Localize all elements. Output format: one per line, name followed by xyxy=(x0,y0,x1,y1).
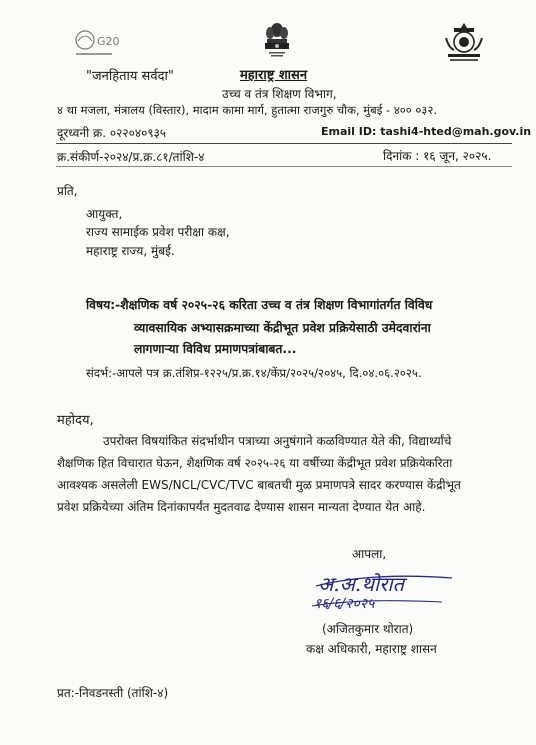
reference-divider xyxy=(56,166,512,167)
salutation: महोदय, xyxy=(57,413,94,428)
signatory-name: (अजितकुमार थोरात) xyxy=(322,622,414,636)
body-line-3: आवश्यक असलेली EWS/NCL/CVC/TVC बाबतची मुळ प्रमाणपत्रे सादर करण्यास केंद्रीभूत xyxy=(57,478,461,492)
body-line-2: शैक्षणिक हित विचारात घेऊन, शैक्षणिक वर्ष २०२५-२६ या वर्षीच्या केंद्रीभूत प्रवेश प्रक्रियेकरिता xyxy=(57,456,453,470)
aapla-label: आपला, xyxy=(352,547,387,561)
sandarbha-line: संदर्भ:-आपले पत्र क्र.तंशिप्र-१२२५/प्र.क्र.१४/केंप्र/२०२५/२०४५, दि.०४.०६.२०२५. xyxy=(86,366,422,380)
signature-text: अ.अ.थोरात xyxy=(318,572,404,596)
email-id: Email ID: tashi4-hted@mah.gov.in xyxy=(321,125,532,138)
g20-emblem-icon xyxy=(70,25,120,59)
motto: "जनहिताय सर्वदा" xyxy=(86,69,174,84)
prati-label: प्रति, xyxy=(57,184,78,198)
phone-number: दूरध्वनी क्र. ०२२०४०९३५ xyxy=(57,126,167,140)
government-name: महाराष्ट्र शासन xyxy=(240,68,308,83)
header-divider xyxy=(56,143,512,144)
addressee-office: राज्य सामाईक प्रवेश परीक्षा कक्ष, xyxy=(86,225,230,239)
signature-date: १६/६/२०२५ xyxy=(314,596,375,612)
reference-number: क्र.संकीर्ण-२०२४/प्र.क्र.८१/तांशि-४ xyxy=(57,150,205,164)
svg-text:G20: G20 xyxy=(97,35,120,48)
department-name: उच्च व तंत्र शिक्षण विभाग, xyxy=(222,87,337,101)
subject-line-3: लागणाऱ्या विविध प्रमाणपत्रांबाबत... xyxy=(134,342,297,356)
copy-line: प्रत:-निवडनस्ती (तांशि-४) xyxy=(57,686,169,700)
signature xyxy=(312,568,462,618)
body-line-1: उपरोक्त विषयांकित संदर्भाधीन पत्राच्या अनुषंगाने कळविण्यात येते की, विद्यार्थ्यांचे xyxy=(103,434,452,448)
addressee-place: महाराष्ट्र राज्य, मुंबई. xyxy=(86,244,175,258)
letter-date: दिनांक : १६ जून, २०२५. xyxy=(383,149,492,163)
body-paragraph xyxy=(57,430,512,518)
body-line-4: प्रवेश प्रक्रियेच्या अंतिम दिनांकापर्यंत मुदतवाढ देण्यास शासन मान्यता देण्यात येत आहे. xyxy=(57,500,426,514)
addressee-title: आयुक्त, xyxy=(86,207,123,221)
address-line: ४ था मजला, मंत्रालय (विस्तार), मादाम कामा मार्ग, हुतात्मा राजगुरु चौक, मुंबई - ४०० ०३२. xyxy=(57,103,438,117)
maharashtra-seal-icon xyxy=(439,20,489,64)
signatory-designation: कक्ष अधिकारी, महाराष्ट्र शासन xyxy=(306,642,437,656)
ashoka-emblem-icon xyxy=(262,20,292,60)
subject-line-1: विषय:-शैक्षणिक वर्ष २०२५-२६ करिता उच्च व तंत्र शिक्षण विभागांतर्गत विविध xyxy=(86,298,433,312)
subject-line-2: व्यावसायिक अभ्यासक्रमाच्या केंद्रीभूत प्रवेश प्रक्रियेसाठी उमेदवारांना xyxy=(134,321,431,335)
